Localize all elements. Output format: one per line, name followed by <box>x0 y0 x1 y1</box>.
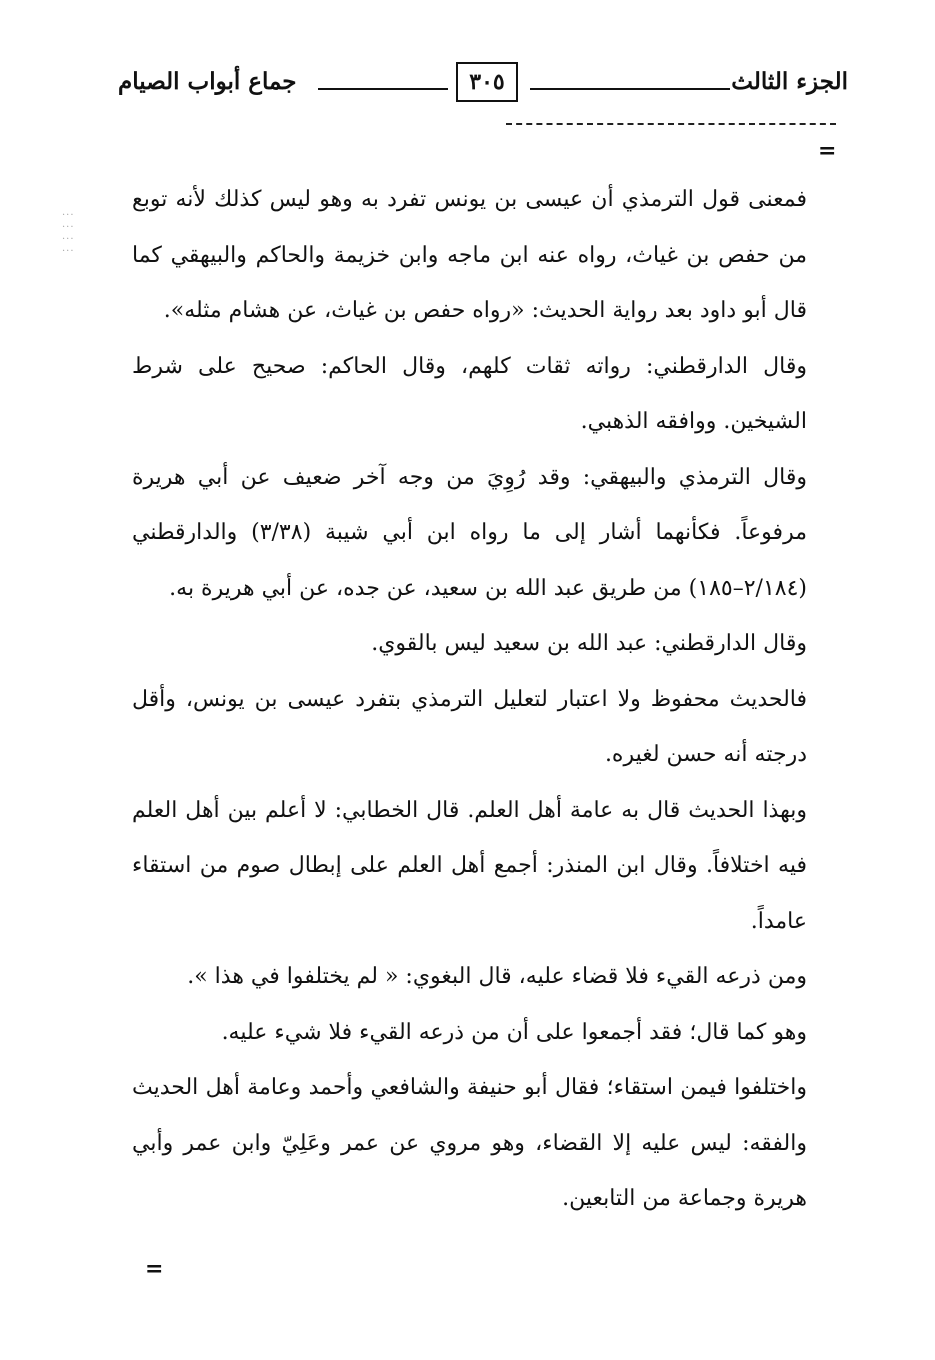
paragraph: وقال الترمذي والبيهقي: وقد رُوِيَ من وجه آخر ضعيف عن أبي هريرة مرفوعاً. فكأنهما أشار إلى ما رواه ابن أبي شيبة (٣/٣٨) والدارقطني (٢/١٨٤–١٨٥) من طريق عبد الله بن سعيد، عن جده، عن أبي هريرة به. <box>132 464 807 601</box>
header-rule-right <box>530 88 730 90</box>
paragraph: وقال الدارقطني: عبد الله بن سعيد ليس بالقوي. <box>371 631 807 656</box>
header-rule-left <box>318 88 448 90</box>
paragraph: ومن ذرعه القيء فلا قضاء عليه، قال البغوي: « لم يختلفوا في هذا ». <box>187 964 807 989</box>
page-header <box>118 62 848 106</box>
volume-title: الجزء الثالث <box>731 68 848 95</box>
paragraph: وقال الدارقطني: رواته ثقات كلهم، وقال الحاكم: صحيح على شرط الشيخين. ووافقه الذهبي. <box>132 353 807 434</box>
paragraph: وبهذا الحديث قال به عامة أهل العلم. قال الخطابي: لا أعلم بين أهل العلم فيه اختلافاً. وقال ابن المنذر: أجمع أهل العلم على إبطال صوم من استقاء عامداً. <box>132 797 807 934</box>
page-number: ٣٠٥ <box>456 62 518 102</box>
paragraph: وهو كما قال؛ فقد أجمعوا على أن من ذرعه القيء فلا شيء عليه. <box>221 1019 807 1045</box>
dashed-separator <box>506 123 836 125</box>
equals-mark-top: = <box>818 138 837 164</box>
paragraph: واختلفوا فيمن استقاء؛ فقال أبو حنيفة والشافعي وأحمد وعامة أهل الحديث والفقه: ليس عليه إلا القضاء، وهو مروي عن عمر وعَلِيّ وابن عمر وأبي هريرة وجماعة من التابعين. <box>132 1075 807 1211</box>
equals-mark-bottom: = <box>145 1256 164 1282</box>
paragraph: فالحديث محفوظ ولا اعتبار لتعليل الترمذي بتفرد عيسى بن يونس، وأقل درجته أنه حسن لغيره. <box>132 686 807 767</box>
chapter-title: جماع أبواب الصيام <box>118 68 297 95</box>
paragraph: فمعنى قول الترمذي أن عيسى بن يونس تفرد به وهو ليس كذلك لأنه توبع من حفص بن غياث، رواه عنه ابن ماجه وابن خزيمة والحاكم والبيهقي كما قال أبو داود بعد رواية الحديث: «رواه حفص بن غياث، عن هشام مثله». <box>132 187 807 323</box>
page-body <box>132 172 807 1227</box>
margin-dots: ··· ··· ··· ··· <box>62 210 75 257</box>
